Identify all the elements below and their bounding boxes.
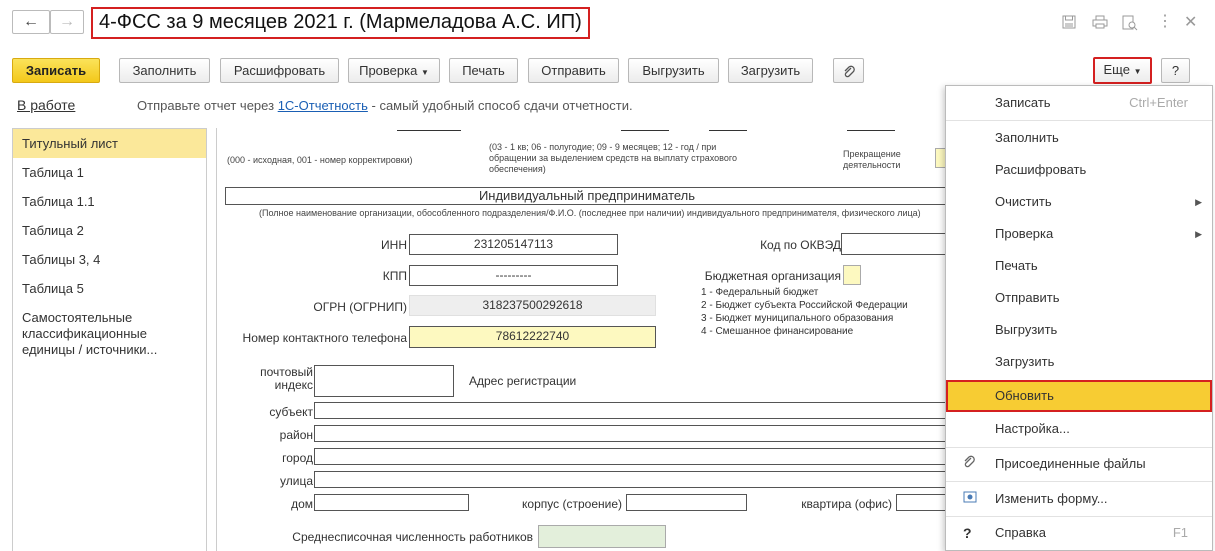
menu-item-export[interactable]: Выгрузить	[995, 322, 1058, 337]
menu-item-import[interactable]: Загрузить	[995, 354, 1055, 369]
print-button[interactable]: Печать	[449, 58, 518, 83]
menu-item-attached-files[interactable]	[946, 448, 1212, 480]
menu-item-refresh[interactable]: Обновить	[946, 380, 1212, 412]
inn-label: ИНН	[381, 238, 407, 252]
save-disk-icon[interactable]	[1062, 15, 1076, 32]
menu-item-save[interactable]	[946, 87, 1212, 119]
back-button[interactable]	[12, 10, 50, 34]
city-label: город	[282, 451, 313, 465]
question-icon: ?	[963, 525, 972, 541]
attach-button[interactable]	[833, 58, 864, 83]
printer-icon[interactable]	[1092, 15, 1108, 32]
period-note: (03 - 1 кв; 06 - полугодие; 09 - 9 месяцев; 12 - год / при обращении за выделением средств на выплату страхового обеспечения)	[489, 142, 737, 174]
budget-item-4: 4 - Смешанное финансирование	[701, 326, 854, 337]
menu-item-label: Проверка	[995, 226, 1054, 241]
sidebar-item-table-1-1[interactable]: Таблица 1.1	[22, 194, 95, 209]
chevron-down-icon: ▼	[420, 68, 429, 77]
window-title: 4-ФСС за 9 месяцев 2021 г. (Мармеладова А.С. ИП)	[91, 7, 590, 39]
fill-button[interactable]: Заполнить	[119, 58, 210, 83]
send-hint-prefix: Отправьте отчет через	[137, 98, 275, 113]
headcount-field	[538, 525, 666, 548]
district-label: район	[279, 428, 313, 442]
export-button[interactable]: Выгрузить	[628, 58, 719, 83]
more-button[interactable]	[1093, 57, 1152, 84]
send-button[interactable]: Отправить	[528, 58, 619, 83]
headcount-label: Среднесписочная численность работников	[292, 530, 533, 544]
sidebar-item-table-2[interactable]: Таблица 2	[22, 223, 84, 238]
divider	[709, 130, 747, 131]
sidebar-item-classification-units[interactable]: Самостоятельные классификационные единицы / источники...	[22, 310, 158, 357]
budget-item-1: 1 - Федеральный бюджет	[701, 287, 819, 298]
menu-separator	[946, 481, 1212, 482]
divider	[621, 130, 669, 131]
sidebar-item-title-page[interactable]: Титульный лист	[13, 129, 206, 158]
phone-label: Номер контактного телефона	[242, 331, 407, 345]
flat-field[interactable]	[896, 494, 946, 511]
shortcut-label: F1	[1172, 525, 1188, 540]
budget-item-3: 3 - Бюджет муниципального образования	[701, 313, 894, 324]
sidebar-item-table-5[interactable]: Таблица 5	[22, 281, 84, 296]
more-vertical-icon[interactable]: ⋮	[1157, 13, 1173, 30]
postal-index-field[interactable]	[314, 365, 454, 397]
divider	[847, 130, 895, 131]
sidebar-item-table-1[interactable]: Таблица 1	[22, 165, 84, 180]
send-hint-suffix: - самый удобный способ сдачи отчетности.	[371, 98, 633, 113]
street-field[interactable]	[314, 471, 946, 488]
menu-item-label: Справка	[995, 525, 1046, 540]
correction-note: (000 - исходная, 001 - номер корректировки)	[227, 155, 413, 165]
menu-item-change-form[interactable]	[946, 483, 1212, 515]
import-button[interactable]: Загрузить	[728, 58, 813, 83]
kpp-field[interactable]: ---------	[409, 265, 618, 286]
title-page-form	[216, 128, 946, 551]
postal-index-label: почтовый индекс	[260, 365, 313, 392]
flat-label: квартира (офис)	[801, 497, 892, 511]
chevron-right-icon: ▶	[1195, 197, 1202, 207]
street-label: улица	[280, 474, 313, 488]
arrow-left-icon: ←	[23, 13, 39, 30]
menu-item-label: Присоединенные файлы	[995, 456, 1146, 471]
menu-item-clear[interactable]	[946, 186, 1212, 218]
menu-item-label: Записать	[995, 95, 1051, 110]
org-name-field[interactable]: Индивидуальный предприниматель	[225, 187, 946, 205]
okved-label: Код по ОКВЭД	[760, 238, 841, 252]
subject-field[interactable]	[314, 402, 946, 419]
budget-org-label: Бюджетная организация	[704, 269, 841, 283]
forward-button[interactable]	[50, 10, 84, 34]
paperclip-icon	[843, 63, 855, 86]
form-settings-icon	[963, 483, 977, 515]
menu-item-print[interactable]: Печать	[995, 258, 1038, 273]
budget-org-field[interactable]	[843, 265, 861, 285]
preview-icon[interactable]	[1122, 15, 1138, 34]
org-name-note: (Полное наименование организации, обособленного подразделения/Ф.И.О. (последнее при наличии) индивидуального предпринимателя, физического лица)	[259, 208, 921, 218]
menu-item-send[interactable]: Отправить	[995, 290, 1060, 305]
address-label: Адрес регистрации	[469, 374, 577, 388]
1c-reporting-link[interactable]: 1С-Отчетность	[277, 98, 368, 113]
budget-list	[701, 286, 908, 338]
menu-item-help[interactable]	[946, 517, 1212, 549]
building-label: корпус (строение)	[522, 497, 622, 511]
phone-field[interactable]: 78612222740	[409, 326, 656, 348]
status-link[interactable]: В работе	[17, 97, 76, 113]
menu-separator	[946, 120, 1212, 121]
termination-label: Прекращение деятельности	[843, 149, 901, 170]
menu-item-check[interactable]	[946, 218, 1212, 250]
close-icon[interactable]: ✕	[1184, 14, 1198, 31]
divider	[397, 130, 461, 131]
menu-item-label: Изменить форму...	[995, 491, 1108, 506]
send-hint	[137, 98, 633, 113]
more-actions-menu	[945, 85, 1213, 551]
save-button[interactable]: Записать	[12, 58, 100, 83]
subject-label: субъект	[269, 405, 313, 419]
okved-field[interactable]	[841, 233, 946, 255]
budget-item-2: 2 - Бюджет субъекта Российской Федерации	[701, 300, 908, 311]
shortcut-label: Ctrl+Enter	[1129, 95, 1188, 110]
section-sidebar	[12, 128, 207, 551]
menu-item-decode[interactable]: Расшифровать	[995, 162, 1087, 177]
check-button[interactable]	[348, 58, 440, 83]
city-field[interactable]	[314, 448, 946, 465]
inn-field[interactable]: 231205147113	[409, 234, 618, 255]
menu-item-fill[interactable]: Заполнить	[995, 130, 1059, 145]
help-button[interactable]: ?	[1161, 58, 1190, 83]
ogrn-field: 318237500292618	[409, 295, 656, 316]
chevron-down-icon: ▼	[1133, 67, 1142, 76]
house-field[interactable]	[314, 494, 469, 511]
house-label: дом	[291, 497, 313, 511]
more-button-label: Еще	[1103, 62, 1130, 77]
paperclip-icon	[963, 448, 975, 480]
kpp-label: КПП	[382, 269, 407, 283]
menu-item-label: Очистить	[995, 194, 1052, 209]
decode-button[interactable]: Расшифровать	[220, 58, 339, 83]
ogrn-label: ОГРН (ОГРНИП)	[313, 300, 407, 314]
check-button-label: Проверка	[359, 63, 418, 78]
arrow-right-icon: →	[59, 13, 75, 30]
menu-item-settings[interactable]: Настройка...	[995, 421, 1070, 436]
sidebar-item-tables-3-4[interactable]: Таблицы 3, 4	[22, 252, 101, 267]
building-field[interactable]	[626, 494, 747, 511]
chevron-right-icon: ▶	[1195, 229, 1202, 239]
district-field[interactable]	[314, 425, 946, 442]
